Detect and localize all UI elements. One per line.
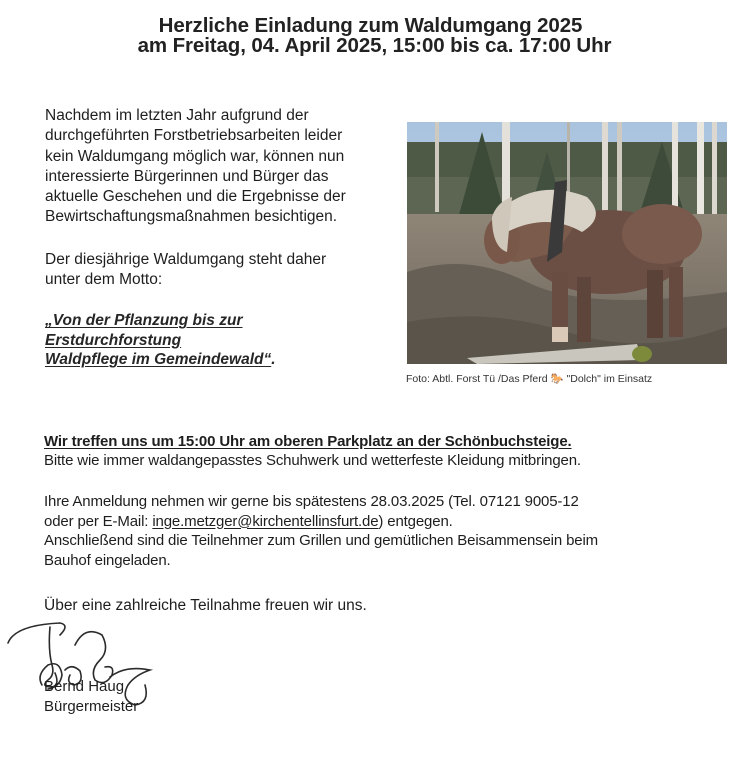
barbecue-location: Bauhof eingeladen. xyxy=(44,551,171,569)
dress-code-note: Bitte wie immer waldangepasstes Schuhwerk und wetterfeste Kleidung mitbringen. xyxy=(44,452,581,469)
intro-line: durchgeführten Forstbetriebsarbeiten leider xyxy=(45,127,343,145)
motto-intro-paragraph xyxy=(45,250,405,291)
photo-caption xyxy=(406,372,652,385)
email-suffix: ) entgegen. xyxy=(378,512,453,530)
signer-role: Bürgermeister xyxy=(44,698,139,715)
barbecue-note: Anschließend sind die Teilnehmer zum Grillen und gemütlichen Beisammensein beim xyxy=(44,532,598,549)
motto-period: . xyxy=(271,351,276,368)
invitation-title: Herzliche Einladung zum Waldumgang 2025 xyxy=(158,14,583,37)
registration-deadline: Ihre Anmeldung nehmen wir gerne bis spätestens 28.03.2025 (Tel. 07121 9005-12 xyxy=(44,493,579,510)
motto-line: Waldpflege im Gemeindewald“ xyxy=(45,351,272,368)
signer-name: Bernd Haug xyxy=(44,678,125,695)
motto-line: Erstdurchforstung xyxy=(45,331,182,349)
horse-photo xyxy=(407,122,727,364)
motto-intro-line: Der diesjährige Waldumgang steht daher xyxy=(45,251,327,268)
intro-line: interessierte Bürgerinnen und Bürger das xyxy=(45,167,329,185)
event-date-time: am Freitag, 04. April 2025, 15:00 bis ca. 17:00 Uhr xyxy=(137,34,612,57)
meeting-section xyxy=(44,432,744,470)
caption-credit: Foto: Abtl. Forst Tü /Das Pferd xyxy=(406,373,551,385)
motto-line: „Von der Pflanzung bis zur xyxy=(45,312,243,329)
intro-line: aktuelle Geschehen und die Ergebnisse der xyxy=(45,188,346,206)
motto-quote xyxy=(45,311,375,370)
intro-paragraph xyxy=(45,106,405,228)
signer-block xyxy=(44,677,138,717)
meeting-point: Wir treffen uns um 15:00 Uhr am oberen Parkplatz an der Schönbuchsteige. xyxy=(44,433,572,450)
email-link[interactable]: inge.metzger@kirchentellinsfurt.de xyxy=(152,512,379,530)
email-prefix: oder per E-Mail: xyxy=(44,512,153,530)
horse-icon: 🐎 xyxy=(550,373,564,385)
intro-line: Bewirtschaftungsmaßnahmen besichtigen. xyxy=(45,208,338,226)
intro-line: Nachdem im letzten Jahr aufgrund der xyxy=(45,107,309,124)
registration-section xyxy=(44,492,744,570)
registration-email-line xyxy=(44,512,744,532)
caption-horse-name: "Dolch" im Einsatz xyxy=(563,373,653,385)
motto-intro-line: unter dem Motto: xyxy=(45,271,163,289)
intro-line: kein Waldumgang möglich war, können nun xyxy=(45,147,345,165)
closing-remark: Über eine zahlreiche Teilnahme freuen wir uns. xyxy=(44,597,367,614)
